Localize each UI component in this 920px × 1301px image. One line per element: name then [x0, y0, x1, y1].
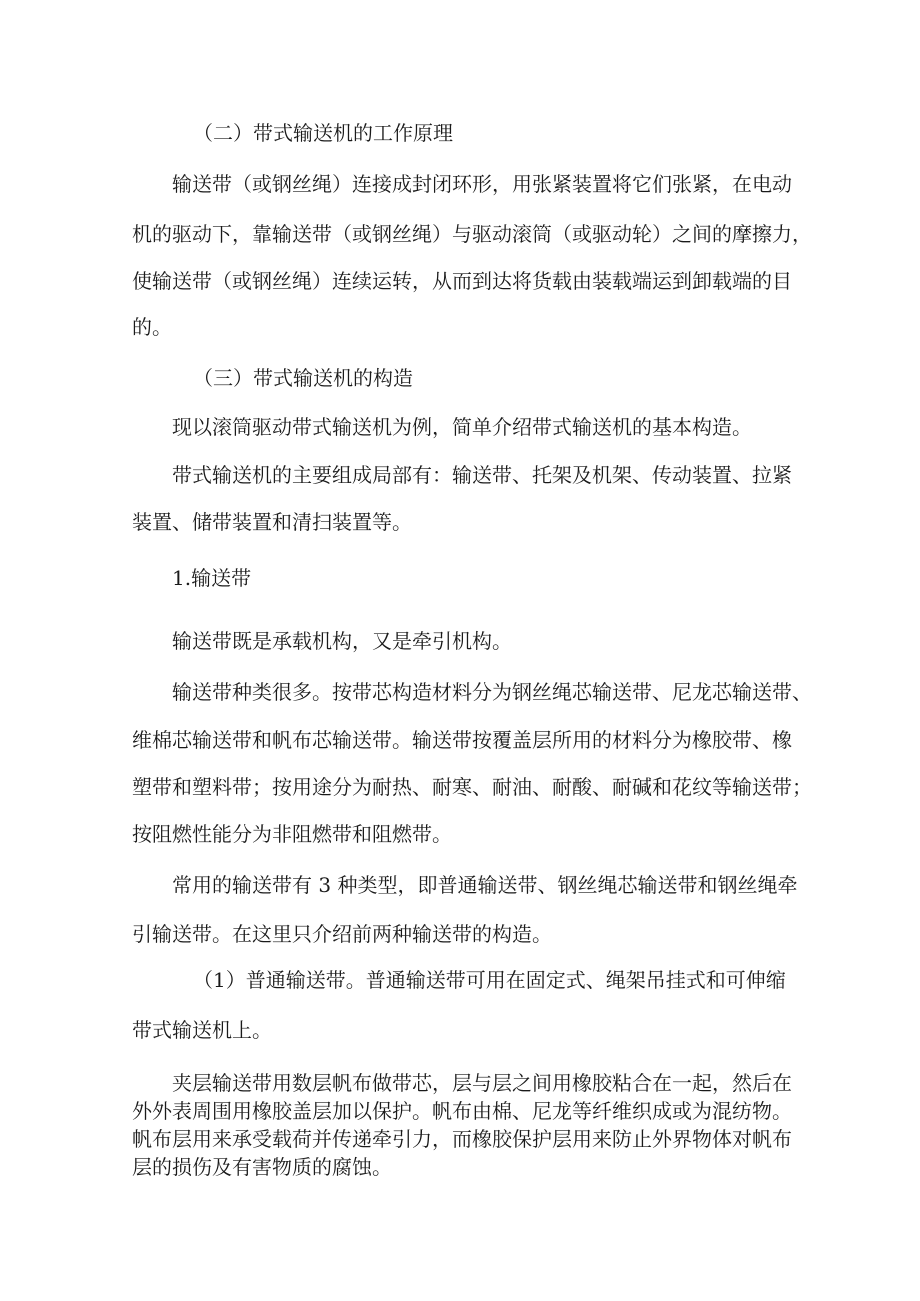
- paragraph-line: 层的损伤及有害物质的腐蚀。: [132, 1155, 392, 1179]
- section-heading-structure: （三）带式输送机的构造: [193, 366, 413, 390]
- paragraph-line: 现以滚筒驱动带式输送机为例，简单介绍带式输送机的基本构造。: [172, 415, 752, 439]
- paragraph-line: 按阻燃性能分为非阻燃带和阻燃带。: [132, 822, 452, 846]
- paragraph-line: 引输送带。在这里只介绍前两种输送带的构造。: [132, 922, 552, 946]
- paragraph-line: 输送带既是承载机构，又是牵引机构。: [172, 629, 512, 653]
- paragraph-line: 输送带（或钢丝绳）连接成封闭环形，用张紧装置将它们张紧，在电动: [172, 172, 792, 196]
- paragraph-line: 帆布层用来承受载荷并传递牵引力，而橡胶保护层用来防止外界物体对帆布: [132, 1127, 792, 1151]
- paragraph-line: 输送带种类很多。按带芯构造材料分为钢丝绳芯输送带、尼龙芯输送带、: [172, 680, 812, 704]
- paragraph-line: 装置、储带装置和清扫装置等。: [132, 510, 412, 534]
- paragraph-line: 使输送带（或钢丝绳）连续运转，从而到达将货载由装载端运到卸载端的目: [132, 269, 792, 293]
- section-heading-principle: （二）带式输送机的工作原理: [193, 121, 453, 145]
- subsection-heading-belt: 1.输送带: [172, 566, 252, 590]
- paragraph-line: 夹层输送带用数层帆布做带芯，层与层之间用橡胶粘合在一起，然后在: [172, 1071, 792, 1095]
- paragraph-line: （1）普通输送带。普通输送带可用在固定式、绳架吊挂式和可伸缩: [193, 968, 786, 992]
- paragraph-line: 的。: [132, 315, 172, 339]
- paragraph-line: 塑带和塑料带；按用途分为耐热、耐寒、耐油、耐酸、耐碱和花纹等输送带；: [132, 775, 812, 799]
- paragraph-line: 常用的输送带有 3 种类型，即普通输送带、钢丝绳芯输送带和钢丝绳牵: [172, 873, 798, 897]
- paragraph-line: 外外表周围用橡胶盖层加以保护。帆布由棉、尼龙等纤维织成或为混纺物。: [132, 1099, 792, 1123]
- paragraph-line: 机的驱动下，靠输送带（或钢丝绳）与驱动滚筒（或驱动轮）之间的摩擦力，: [132, 222, 812, 246]
- paragraph-line: 带式输送机上。: [132, 1018, 272, 1042]
- paragraph-line: 带式输送机的主要组成局部有：输送带、托架及机架、传动装置、拉紧: [172, 463, 792, 487]
- paragraph-line: 维棉芯输送带和帆布芯输送带。输送带按覆盖层所用的材料分为橡胶带、橡: [132, 728, 792, 752]
